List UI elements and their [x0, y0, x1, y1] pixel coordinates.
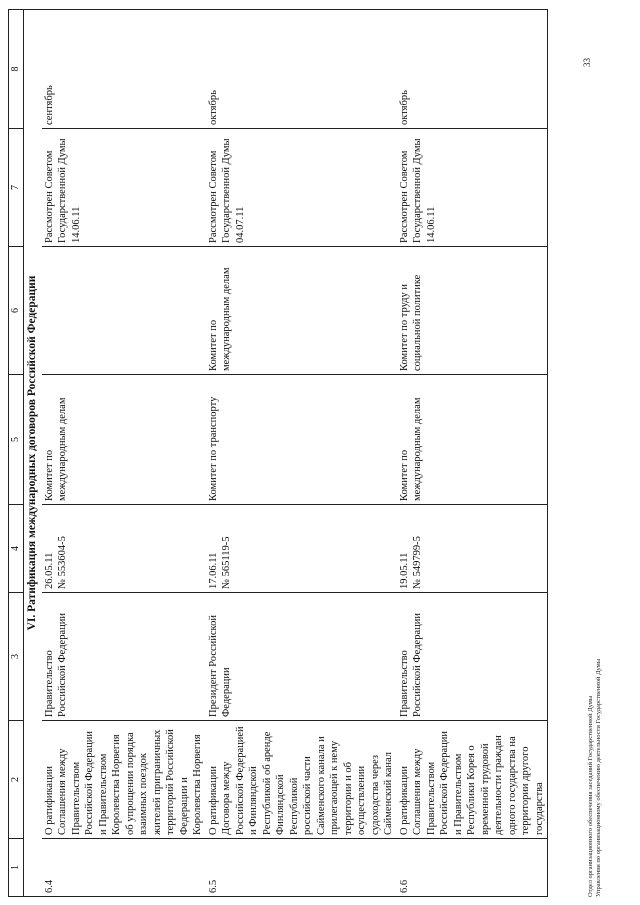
bill-title: О ратификации Соглашения между Правительством Российской Федерации и Правительством Республики Корея о временной трудовой деятельности граждан одного государства на территории другого государства — [397, 721, 548, 839]
registration-date-number: 26.05.11 № 553604-5 — [42, 505, 206, 593]
review-status: Рассмотрен Советом Государственной Думы 14.06.11 — [397, 129, 548, 247]
responsible-committee: Комитет по международным делам — [397, 375, 548, 505]
row-number: 6.4 — [42, 839, 206, 897]
table-row — [42, 10, 206, 897]
section-heading-row — [24, 10, 42, 897]
column-header: 8 — [9, 10, 24, 129]
initiator: Правительство Российской Федерации — [397, 593, 548, 721]
column-header: 7 — [9, 129, 24, 247]
co-executor-committee — [42, 247, 206, 375]
section-title: VI. Ратификация международных договоров Российской Федерации — [24, 10, 42, 897]
column-header: 6 — [9, 247, 24, 375]
bill-title: О ратификации Договора между Российской Федерацией и Финляндской Республикой об аренде Финляндской Республикой российской части Сайменского канала и прилегающей к нему территории и об осуществлении судоходства через Сайменский канал — [206, 721, 397, 839]
footer-line-directorate: Управления по организационному обеспечению деятельности Государственной Думы — [595, 658, 602, 897]
responsible-committee: Комитет по международным делам — [42, 375, 206, 505]
initiator: Президент Российской Федерации — [206, 593, 397, 721]
column-header: 4 — [9, 505, 24, 593]
review-status: Рассмотрен Советом Государственной Думы 14.06.11 — [42, 129, 206, 247]
review-status: Рассмотрен Советом Государственной Думы 04.07.11 — [206, 129, 397, 247]
initiator: Правительство Российской Федерации — [42, 593, 206, 721]
column-header: 3 — [9, 593, 24, 721]
row-number: 6.5 — [206, 839, 397, 897]
registration-date-number: 19.05.11 № 549799-5 — [397, 505, 548, 593]
bill-title: О ратификации Соглашения между Правительством Российской Федерации и Правительством Королевства Норвегия об упрощении порядка взаимных поездок жителей приграничных территорий Российской Федерации и Королевства Норвегия — [42, 721, 206, 839]
page-number: 33 — [582, 58, 592, 67]
table-row — [206, 10, 397, 897]
legislation-plan-table — [8, 9, 548, 897]
column-header: 1 — [9, 839, 24, 897]
planned-month: октябрь — [397, 10, 548, 129]
co-executor-committee: Комитет по труду и социальной политике — [397, 247, 548, 375]
page-footer — [587, 659, 603, 897]
column-header: 5 — [9, 375, 24, 505]
responsible-committee: Комитет по транспорту — [206, 375, 397, 505]
column-header: 2 — [9, 721, 24, 839]
row-number: 6.6 — [397, 839, 548, 897]
planned-month: сентябрь — [42, 10, 206, 129]
registration-date-number: 17.06.11 № 565119-5 — [206, 505, 397, 593]
co-executor-committee: Комитет по международным делам — [206, 247, 397, 375]
footer-line-department: Отдел организационного обеспечения заседаний Государственной Думы — [587, 695, 594, 897]
column-number-row — [9, 10, 24, 897]
planned-month: октябрь — [206, 10, 397, 129]
table-row — [397, 10, 548, 897]
